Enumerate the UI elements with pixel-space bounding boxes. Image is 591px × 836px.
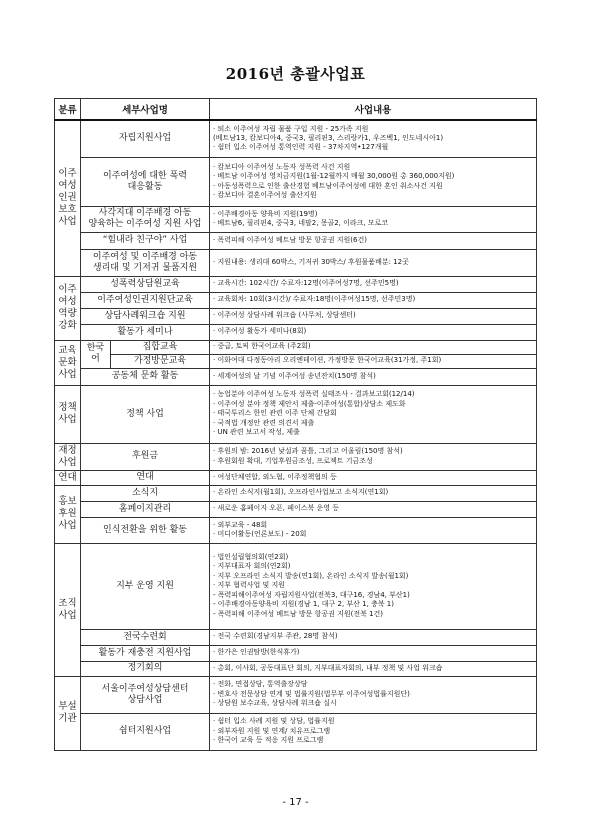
table-row bbox=[55, 385, 537, 443]
project-name: 이주여성 및 이주배경 아동 생리대 및 기저귀 물품지원 bbox=[81, 249, 210, 276]
project-name: 사각지대 이주배경 아동 양육하는 이주여성 지원 사업 bbox=[81, 206, 210, 232]
project-name: 자립지원사업 bbox=[81, 120, 210, 157]
project-name: 지부 운영 지원 bbox=[81, 543, 210, 629]
project-name: 가정방문교육 bbox=[111, 354, 210, 368]
table-row bbox=[55, 676, 537, 713]
table-row bbox=[55, 629, 537, 645]
category-cell: 이주 여성 인권 보호 사업 bbox=[55, 120, 81, 276]
project-name: 소식지 bbox=[81, 485, 210, 501]
project-name: 상담사례워크숍 지원 bbox=[81, 308, 210, 324]
table-row bbox=[55, 249, 537, 276]
project-content: · 캄보디아 이주여성 노동자 성폭력 사건 지원 · 베트남 이주여성 영치금지원(1월-12월까지 매월 30,000원 총 360,000지원) · 아동성폭력으로 인한 출산경험 베트남이주여성에 대한 혼인 취소사건 지원 · 캄보디아 결혼이주여성 출산지원 bbox=[210, 157, 537, 206]
table-row bbox=[55, 645, 537, 661]
project-content: · 중급, 토픽 한국어교육 (주2회) bbox=[210, 340, 537, 354]
project-name: 이주여성인권지원단교육 bbox=[81, 292, 210, 308]
header-category: 분류 bbox=[55, 99, 81, 121]
project-content: · 한가은 인권탐방(한식휴가) bbox=[210, 645, 537, 661]
table-row bbox=[55, 713, 537, 750]
project-content: · 쉼터 입소 사례 지원 및 상담, 법률지원 · 외부자원 지원 및 연계/ 치유프로그램 · 한국어 교육 등 적응 지원 프로그램 bbox=[210, 713, 537, 750]
project-name: 후원금 bbox=[81, 443, 210, 470]
project-name: 인식전환을 위한 활동 bbox=[81, 517, 210, 543]
category-cell: 재정 사업 bbox=[55, 443, 81, 470]
project-content: · 새로운 홈페이지 오픈, 페이스북 운영 등 bbox=[210, 501, 537, 517]
project-content: · 이화여대 다정동아리 오리엔테이션, 가정방문 한국어교육(31가정, 주1회) bbox=[210, 354, 537, 368]
project-content: · 세계여성의 날 기념 이주여성 송년잔치(150명 참석) bbox=[210, 368, 537, 385]
project-content: · 후원의 밤: 2016년 낯설과 꿈틀, 그리고 어울림(150명 참석) · 후원회원 확대, 기업후원금조성, 프로젝트 기금조성 bbox=[210, 443, 537, 470]
table-row bbox=[55, 340, 537, 354]
project-name: 전국수련회 bbox=[81, 629, 210, 645]
summary-table bbox=[54, 98, 537, 751]
table-row bbox=[55, 324, 537, 340]
project-content: · 법인설립협의회(연2회) · 지부대표자 회의(연2회) · 지부 오프라인 소식지 발송(연1회), 온라인 소식지 발송(월1회) · 지부 협력사업 및 지원 - 폭력피해이주여성 자립지원사업(전북3, 대구16, 경남4, 부산1) - 이주배경아동양육비 지원(경남 1, 대구 2, 부산 1, 충북 1) - 폭력피해 이주여성 베트남 방문 항공권 지원(전북 1건) bbox=[210, 543, 537, 629]
table-row bbox=[55, 470, 537, 485]
project-content: · 이주여성 상담사례 워크숍 (사무처, 상담센터) bbox=[210, 308, 537, 324]
project-content: · 여성단체연합, 외노협, 이주정책협의 등 bbox=[210, 470, 537, 485]
project-name: 쉼터지원사업 bbox=[81, 713, 210, 750]
category-cell: 부설 기관 bbox=[55, 676, 81, 750]
table-row bbox=[55, 485, 537, 501]
project-name: 이주여성에 대한 폭력 대응활동 bbox=[81, 157, 210, 206]
project-name: 정책 사업 bbox=[81, 385, 210, 443]
table-row bbox=[55, 543, 537, 629]
page-title: 2016년 총괄사업표 bbox=[225, 65, 366, 83]
project-name: 서울이주여성상담센터 상담사업 bbox=[81, 676, 210, 713]
header-row bbox=[55, 99, 537, 121]
table-row bbox=[55, 443, 537, 470]
project-name: 연대 bbox=[81, 470, 210, 485]
project-content: · 외부교육 - 48회 · 미디어활동(언론보도) - 20회 bbox=[210, 517, 537, 543]
table-row bbox=[55, 276, 537, 292]
project-content: · 교육회차: 10회(3시간)/ 수료자:18명(이주여성15명, 선주민3명) bbox=[210, 292, 537, 308]
table-row bbox=[55, 206, 537, 232]
table-row bbox=[55, 157, 537, 206]
project-content: · 이주여성 활동가 세미나(8회) bbox=[210, 324, 537, 340]
project-content: · 전화, 면접상담, 통역출장상담 · 변호사 전문상담 연계 및 법률지원(법무부 이주여성법률지원단) · 상담원 보수교육, 상담사례 워크숍 실시 bbox=[210, 676, 537, 713]
project-name: 집합교육 bbox=[111, 340, 210, 354]
project-name: 홈페이지관리 bbox=[81, 501, 210, 517]
category-cell: 정책 사업 bbox=[55, 385, 81, 443]
project-content: · 폭력피해 이주여성 베트남 방문 항공권 지원(6건) bbox=[210, 232, 537, 249]
table-row bbox=[55, 120, 537, 157]
project-name: “힘내라 친구야” 사업 bbox=[81, 232, 210, 249]
project-content: · 이주배경아동 양육비 지원(19명) · 베트남6, 필리핀4, 중국3, 네팔2, 몽골2, 이라크, 모로코 bbox=[210, 206, 537, 232]
project-name: 활동가 재충전 지원사업 bbox=[81, 645, 210, 661]
project-content: · 농업분야 이주여성 노동자 성폭력 실태조사 - 결과보고회(12/14) · 이주여성 분야 정책 제안서 제출-이주여성(통합)상담소 제도화 · 태국투리스 한인 관련 이주 단체 간담회 · 국적법 개정안 관련 의견서 제출 · UN 관련 보고서 작성, 제출 bbox=[210, 385, 537, 443]
table-row bbox=[55, 661, 537, 676]
project-name: 정기회의 bbox=[81, 661, 210, 676]
table-row bbox=[55, 354, 537, 368]
category-cell: 조직 사업 bbox=[55, 543, 81, 676]
table-row bbox=[55, 232, 537, 249]
project-name: 성폭력상담원교육 bbox=[81, 276, 210, 292]
page-number: - 17 - bbox=[282, 797, 309, 808]
project-content: · 온라인 소식지(월1회), 오프라인사업보고 소식지(연1회) bbox=[210, 485, 537, 501]
project-content: · 전국 수련회(경남지부 주관, 28명 참석) bbox=[210, 629, 537, 645]
project-content: · 총회, 이사회, 공동대표단 회의, 지부대표자회의, 내부 정책 및 사업 워크숍 bbox=[210, 661, 537, 676]
category-cell: 홍보 후원 사업 bbox=[55, 485, 81, 543]
table-row bbox=[55, 517, 537, 543]
header-content: 사업내용 bbox=[210, 99, 537, 121]
header-project-name: 세부사업명 bbox=[81, 99, 210, 121]
project-content: · 교육시간: 102시간/ 수료자:12명(이주여성7명, 선주민5명) bbox=[210, 276, 537, 292]
category-cell: 이주 여성 역량 강화 bbox=[55, 276, 81, 340]
project-name: 공동체 문화 활동 bbox=[81, 368, 210, 385]
project-content: · 지원내용: 생리대 60박스, 기저귀 30박스/ 후원물품배분: 12곳 bbox=[210, 249, 537, 276]
project-name: 활동가 세미나 bbox=[81, 324, 210, 340]
project-content: · 퇴소 이주여성 자립 물품 구입 지원 - 25가족 지원 (베트남13, 캄보디아4, 중국3, 필리핀3, 스리랑카1, 우즈벡1, 인도네시아1) · 쉼터 입소 이주여성 통역인력 지원 - 37차지역•127개월 bbox=[210, 120, 537, 157]
table-row bbox=[55, 501, 537, 517]
subcategory-korean: 한국어 bbox=[81, 340, 111, 368]
table-row bbox=[55, 308, 537, 324]
category-cell: 교육 문화 사업 bbox=[55, 340, 81, 385]
category-cell: 연대 bbox=[55, 470, 81, 485]
table-row bbox=[55, 292, 537, 308]
table-row bbox=[55, 368, 537, 385]
